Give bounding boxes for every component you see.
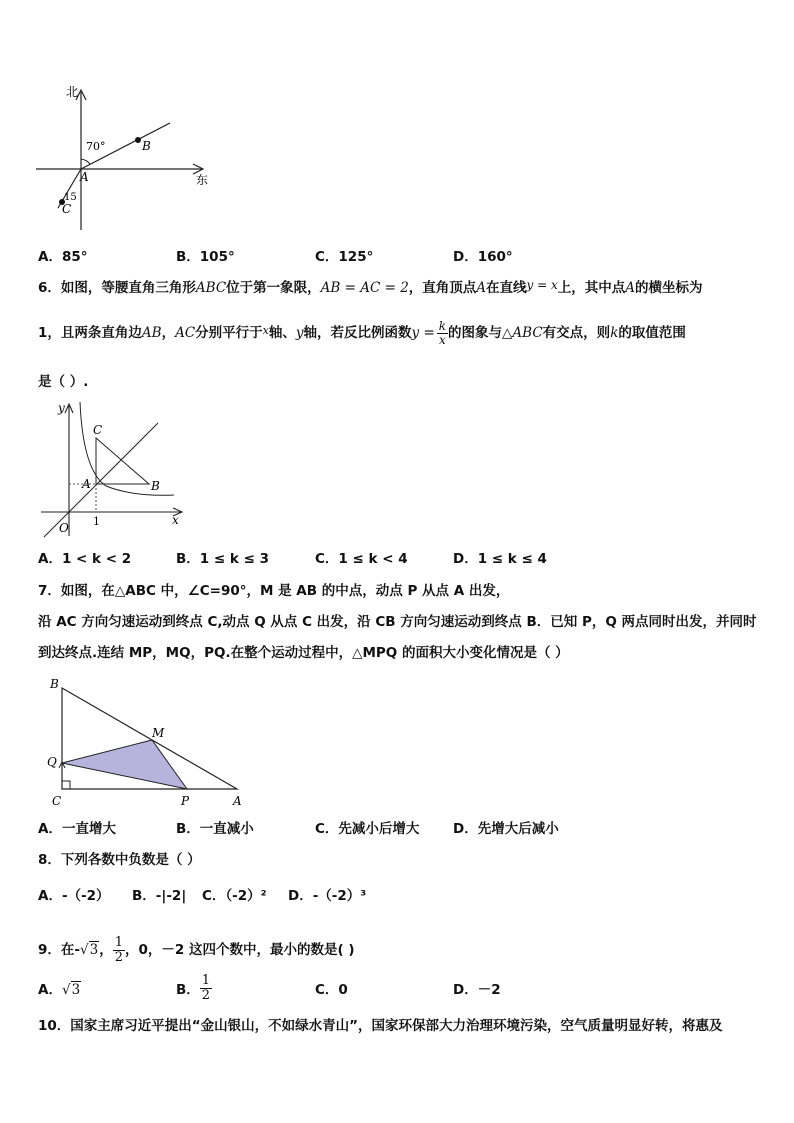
north-label: 北 [66,85,79,99]
q5-option-b[interactable]: B．105° [176,249,235,265]
q9-text: 9．在- [38,942,80,959]
q6-text: 有交点，则 [542,325,611,342]
q6-graph-figure [36,398,186,540]
q9-option-d[interactable]: D．－2 [453,982,501,998]
q6-math: ABC [195,280,227,296]
q8-option-a[interactable]: A．-（-2） [38,888,110,904]
point-a-label: A [80,170,89,184]
sqrt-radicand: 3 [71,982,81,998]
fraction-numerator: k [438,319,447,333]
q6-text: 上，其中点 [557,280,626,296]
point-a-label: A [82,477,91,491]
q8-option-d[interactable]: D．-（-2）³ [288,888,367,904]
q8-option-c[interactable]: C．（-2）² [202,888,267,904]
tick-1-label: 1 [93,515,100,528]
q7-line-3: 到达终点.连结 MP，MQ，PQ.在整个运动过程中，△MPQ 的面积大小变化情况是（ ） [38,645,569,661]
point-c-label: C [62,202,72,216]
q7-option-b[interactable]: B．一直减小 [176,821,254,837]
q9-text: ， [99,942,113,959]
q6-math: A [476,280,487,296]
origin-label: O [59,521,69,535]
fraction-numerator: 1 [201,973,211,988]
angle-70-label: 70° [86,140,106,153]
q9-line-1 [38,936,355,964]
q7-line-2: 沿 AC 方向匀速运动到终点 C,动点 Q 从点 C 出发，沿 CB 方向匀速运动到终点 B．已知 P，Q 两点同时出发，并同时 [38,614,757,630]
q5-option-c[interactable]: C．125° [315,249,374,265]
point-m-label: M [152,726,165,740]
q6-func-lhs: y = [411,325,435,342]
q9-option-a[interactable] [38,984,81,998]
point-b-label: B [142,139,151,153]
q6-line-2 [38,320,686,346]
q6-option-d[interactable]: D．1 ≤ k ≤ 4 [453,551,547,567]
q8-line-1: 8．下列各数中负数是（ ） [38,852,201,868]
angle-arc [81,159,90,164]
hyperbola-curve [80,402,174,495]
east-label: 东 [196,173,209,187]
q6-text: 轴，若反比例函数 [303,325,412,342]
fraction-denominator: 2 [114,949,123,965]
fraction-denominator: x [439,332,446,347]
q6-line-1 [38,278,703,296]
fraction-denominator: 2 [201,987,211,1003]
q6-text: ， [161,325,176,342]
q6-fraction [437,320,448,346]
fraction-numerator: 1 [114,935,123,950]
point-a-label: A [233,794,242,808]
q7-option-d[interactable]: D．先增大后减小 [453,821,559,837]
q7-option-a[interactable]: A．一直增大 [38,821,116,837]
point-b-label: B [151,479,160,493]
q6-math: AB = AC = 2 [320,280,409,296]
sqrt-expression: √3 [61,982,81,998]
q9-text: ，0，－2 这四个数中，最小的数是( ) [124,942,355,959]
half-fraction [200,974,212,1002]
point-p-label: P [181,794,190,808]
q6-text: 的图象与 [448,325,503,342]
sqrt-radicand: 3 [89,942,99,959]
x-label: x [172,513,179,527]
q6-math: x [262,324,269,338]
q6-text: ，直角顶点 [408,280,477,296]
q5-option-d[interactable]: D．160° [453,249,513,265]
point-c-label: C [93,423,103,437]
q6-text: 6．如图，等腰直角三角形 [38,280,196,296]
option-label: B． [176,982,200,999]
q8-option-b[interactable]: B．-|-2| [132,888,187,904]
q9-option-b[interactable] [176,974,212,1002]
q6-line-3: 是（ ）. [38,374,89,390]
y-label: y [58,401,65,415]
q5-option-a[interactable]: A．85° [38,249,88,265]
q6-text: 分别平行于 [195,325,263,342]
q6-text: 在直线 [486,280,527,296]
half-fraction [113,936,125,964]
q6-math: y = x [526,278,558,292]
q6-option-c[interactable]: C．1 ≤ k < 4 [315,551,408,567]
q6-math: AB [141,325,162,342]
compass-figure [30,78,230,238]
option-label: A． [38,982,62,998]
point-b-dot [135,137,141,143]
line-y-equals-x [44,423,158,537]
q6-math: y [295,325,304,342]
q6-text: 的横坐标为 [635,280,703,296]
q6-text: 的取值范围 [618,325,686,342]
q7-option-c[interactable]: C．先减小后增大 [315,821,420,837]
point-c-label: C [52,794,62,808]
q10-line-1: 10．国家主席习近平提出“金山银山，不如绿水青山”，国家环保部大力治理环境污染，空气质量明显好转，将惠及 [38,1018,723,1034]
angle-15-label: 15 [64,192,77,203]
point-q-label: Q [47,755,57,769]
right-angle-mark [62,781,70,789]
q6-math: △ABC [502,325,543,342]
point-b-label: B [50,677,59,691]
q6-text: 位于第一象限， [226,280,321,296]
q6-option-a[interactable]: A．1 < k < 2 [38,551,132,567]
q6-math: A [625,280,636,296]
shaded-triangle-mpq [62,740,187,789]
q6-text: 1，且两条直角边 [38,325,142,342]
q7-triangle-figure [44,674,254,810]
q6-math: k [610,325,619,342]
q6-math: AC [175,325,196,342]
sqrt-expression: √3 [80,942,99,959]
q6-text: 轴、 [268,325,296,342]
q6-option-b[interactable]: B．1 ≤ k ≤ 3 [176,551,269,567]
q9-option-c[interactable]: C．0 [315,982,348,998]
q7-line-1: 7．如图，在△ABC 中，∠C=90°，M 是 AB 的中点，动点 P 从点 A 出发， [38,583,510,599]
